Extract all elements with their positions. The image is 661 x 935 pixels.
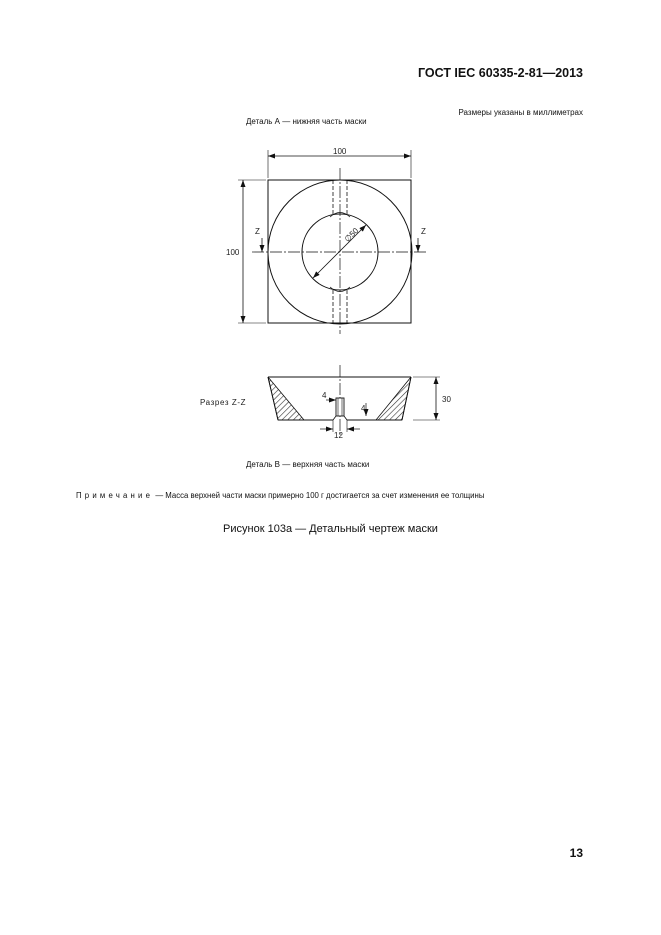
detail-b-caption: Деталь В — верхняя часть маски bbox=[246, 460, 370, 469]
slot-dim-right-label: 4 bbox=[361, 404, 366, 413]
section-label: Разрез Z-Z bbox=[200, 398, 247, 407]
hatched-section-right bbox=[376, 377, 411, 420]
note-label: Примечание bbox=[76, 491, 154, 500]
height-dimension-label: 100 bbox=[226, 248, 240, 257]
units-note: Размеры указаны в миллиметрах bbox=[458, 108, 583, 117]
section-mark-left: Z bbox=[255, 227, 260, 236]
gap-dimension-label: 12 bbox=[334, 431, 343, 440]
central-slot bbox=[336, 398, 344, 416]
note-text: — Масса верхней части маски примерно 100 г достигается за счет изменения ее толщины bbox=[155, 491, 485, 500]
depth-dimension-label: 30 bbox=[442, 395, 451, 404]
figure-caption: Рисунок 103а — Детальный чертеж маски bbox=[223, 523, 438, 535]
width-dimension-label: 100 bbox=[333, 147, 347, 156]
page-number: 13 bbox=[569, 846, 583, 860]
standard-header: ГОСТ IEC 60335-2-81—2013 bbox=[417, 66, 583, 80]
note bbox=[76, 491, 484, 500]
diameter-label: ∅50 bbox=[342, 226, 361, 244]
slot-dim-left-label: 4 bbox=[322, 391, 327, 400]
detail-a-caption: Деталь А — нижняя часть маски bbox=[246, 117, 367, 126]
section-mark-right: Z bbox=[421, 227, 426, 236]
hatched-section-left bbox=[268, 377, 304, 420]
